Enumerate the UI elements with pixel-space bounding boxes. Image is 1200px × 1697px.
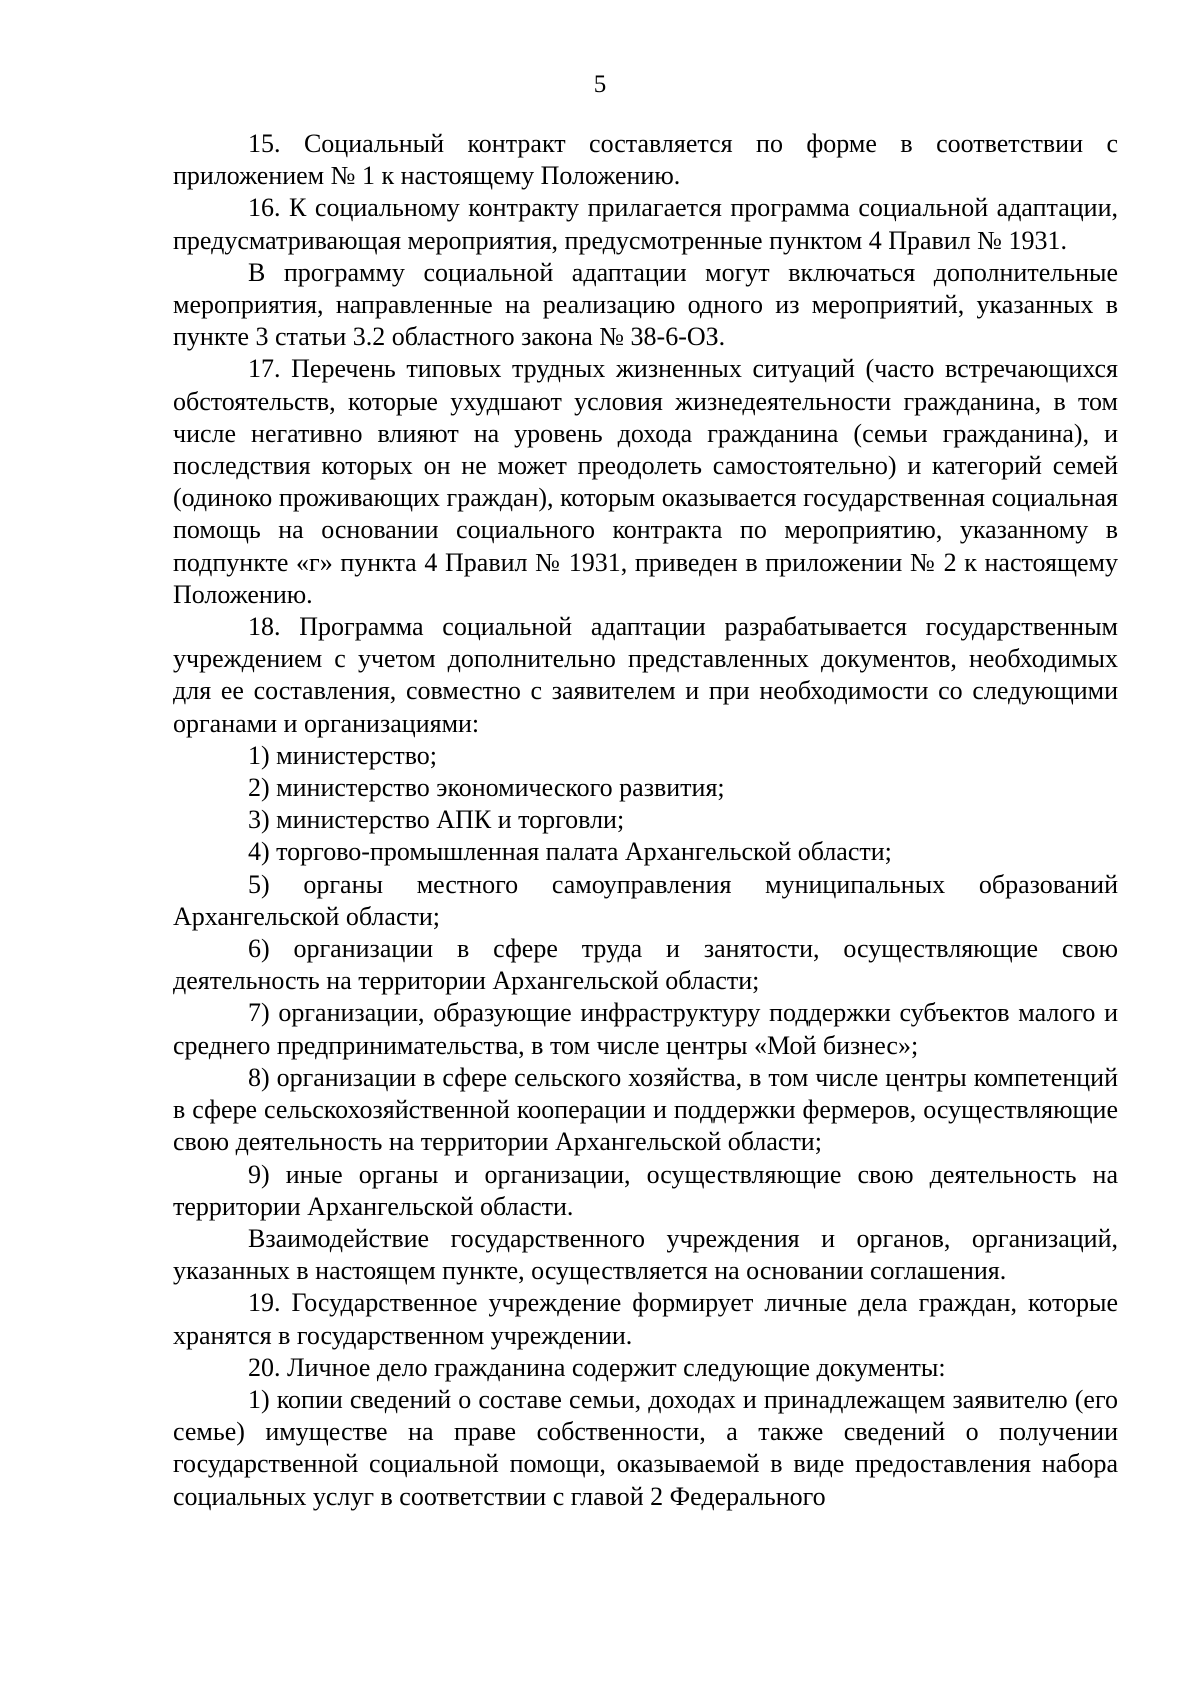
paragraph-16-additional: В программу социальной адаптации могут включаться дополнительные мероприятия, направленные на реализацию одного из мероприятий, указанных в пункте 3 статьи 3.2 областного закона № 38-6-ОЗ. xyxy=(173,257,1118,352)
paragraph-20: 20. Личное дело гражданина содержит следующие документы: xyxy=(248,1352,946,1382)
page-number: 5 xyxy=(593,71,607,98)
list-item-7: 7) организации, образующие инфраструктуру поддержки субъектов малого и среднего предпринимательства, в том числе центры «Мой бизнес»; xyxy=(173,998,1118,1060)
paragraph-17: 17. Перечень типовых трудных жизненных ситуаций (часто встречающихся обстоятельств, которые ухудшают условия жизнедеятельности гражданина, в том числе негативно влияют на уровень дохода гражданина (семьи гражданина), и последствия которых он не может преодолеть самостоятельно) и категорий семей (одиноко проживающих граждан), которым оказывается государственная социальная помощь на основании социального контракта по мероприятию, указанному в подпункте «г» пункта 4 Правил № 1931, приведен в приложении № 2 к настоящему Положению. xyxy=(173,354,1118,609)
paragraph-16: 16. К социальному контракту прилагается программа социальной адаптации, предусматривающая мероприятия, предусмотренные пунктом 4 Правил № 1931. xyxy=(173,193,1118,255)
list-item-4: 4) торгово-промышленная палата Архангельской области; xyxy=(248,837,892,867)
paragraph-19: 19. Государственное учреждение формирует личные дела граждан, которые хранятся в государственном учреждении. xyxy=(173,1288,1118,1350)
list-item-2: 2) министерство экономического развития; xyxy=(248,773,725,803)
document-body xyxy=(173,128,1118,1513)
paragraph-15: 15. Социальный контракт составляется по форме в соответствии с приложением № 1 к настоящему Положению. xyxy=(173,129,1118,191)
list-item-6: 6) организации в сфере труда и занятости, осуществляющие свою деятельность на территории Архангельской области; xyxy=(173,934,1118,996)
list-item-1: 1) министерство; xyxy=(248,740,438,770)
list-item-8: 8) организации в сфере сельского хозяйства, в том числе центры компетенций в сфере сельскохозяйственной кооперации и поддержки фермеров, осуществляющие свою деятельность на территории Архангельской области; xyxy=(173,1062,1118,1157)
list-item-5: 5) органы местного самоуправления муниципальных образований Архангельской области; xyxy=(173,869,1118,931)
paragraph-20-item-1: 1) копии сведений о составе семьи, доходах и принадлежащем заявителю (его семье) имуществе на праве собственности, а также сведений о получении государственной социальной помощи, оказываемой в виде предоставления набора социальных услуг в соответствии с главой 2 Федерального xyxy=(173,1384,1118,1511)
paragraph-18-interaction: Взаимодействие государственного учреждения и органов, организаций, указанных в настоящем пункте, осуществляется на основании соглашения. xyxy=(173,1223,1118,1286)
list-item-3: 3) министерство АПК и торговли; xyxy=(248,805,625,835)
list-item-9: 9) иные органы и организации, осуществляющие свою деятельность на территории Архангельской области. xyxy=(173,1159,1118,1221)
paragraph-18: 18. Программа социальной адаптации разрабатывается государственным учреждением с учетом дополнительно представленных документов, необходимых для ее составления, совместно с заявителем и при необходимости со следующими органами и организациями: xyxy=(173,612,1118,738)
